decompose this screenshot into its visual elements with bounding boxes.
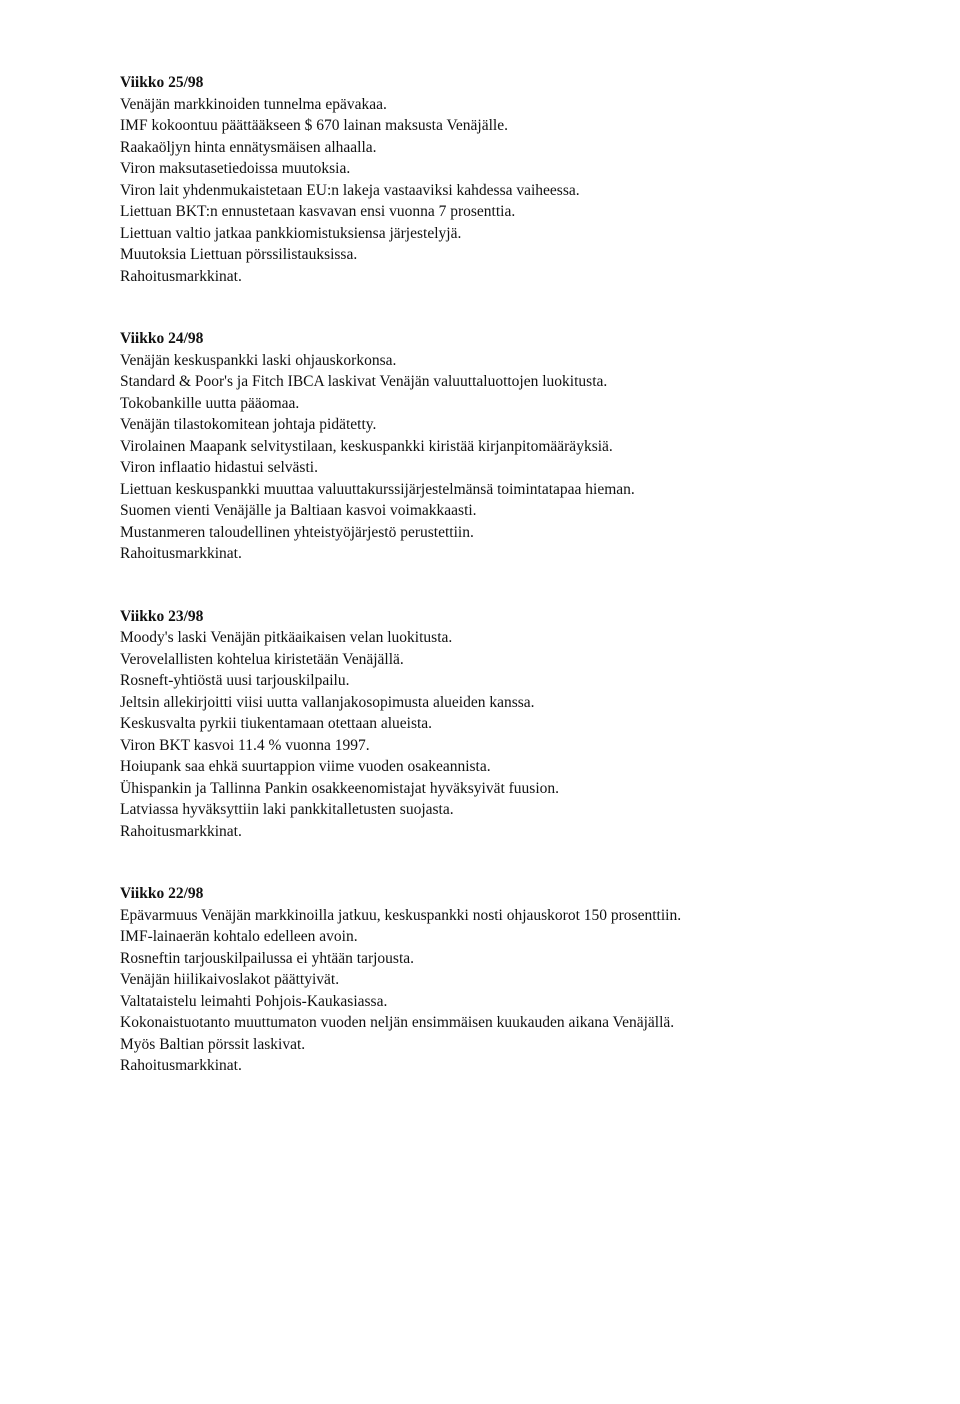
section-week-23 xyxy=(120,606,920,843)
news-item: Rahoitusmarkkinat. xyxy=(120,822,242,840)
news-item: Virolainen Maapank selvitystilaan, keskuspankki kiristää kirjanpitomääräyksiä. xyxy=(120,437,613,455)
news-item: Venäjän markkinoiden tunnelma epävakaa. xyxy=(120,95,387,113)
news-item: Mustanmeren taloudellinen yhteistyöjärjestö perustettiin. xyxy=(120,523,474,541)
news-item: Viron BKT kasvoi 11.4 % vuonna 1997. xyxy=(120,736,370,754)
news-item: Moody's laski Venäjän pitkäaikaisen velan luokitusta. xyxy=(120,629,453,646)
section-title: Viikko 23/98 xyxy=(120,607,204,625)
news-item: Kokonaistuotanto muuttumaton vuoden neljän ensimmäisen kuukauden aikana Venäjällä. xyxy=(120,1014,675,1031)
section-title: Viikko 24/98 xyxy=(120,330,204,347)
news-item: Venäjän hiilikaivoslakot päättyivät. xyxy=(120,971,340,988)
news-item: Liettuan BKT:n ennustetaan kasvavan ensi vuonna 7 prosenttia. xyxy=(120,203,516,220)
news-list xyxy=(120,905,920,1077)
news-item: Tokobankille uutta pääomaa. xyxy=(120,394,300,412)
news-item: Rosneft-yhtiöstä uusi tarjouskilpailu. xyxy=(120,672,350,689)
news-list xyxy=(120,350,920,565)
news-item: IMF-lainaerän kohtalo edelleen avoin. xyxy=(120,928,358,945)
news-item: Viron maksutasetiedoissa muutoksia. xyxy=(120,160,351,177)
news-item: Liettuan valtio jatkaa pankkiomistuksiensa järjestelyjä. xyxy=(120,224,462,242)
news-item: Raakaöljyn hinta ennätysmäisen alhaalla. xyxy=(120,138,377,156)
news-item: IMF kokoontuu päättääkseen $ 670 lainan maksusta Venäjälle. xyxy=(120,117,508,134)
news-list xyxy=(120,94,920,288)
news-item: Rosneftin tarjouskilpailussa ei yhtään tarjousta. xyxy=(120,949,415,967)
news-item: Rahoitusmarkkinat. xyxy=(120,1057,242,1074)
news-item: Liettuan keskuspankki muuttaa valuuttakurssijärjestelmänsä toimintatapaa hieman. xyxy=(120,480,635,498)
section-title: Viikko 25/98 xyxy=(120,74,204,91)
news-item: Venäjän keskuspankki laski ohjauskorkonsa. xyxy=(120,351,397,369)
news-item: Viron inflaatio hidastui selvästi. xyxy=(120,459,318,476)
section-week-25 xyxy=(120,72,920,287)
news-item: Keskusvalta pyrkii tiukentamaan otettaan alueista. xyxy=(120,715,433,732)
news-item: Rahoitusmarkkinat. xyxy=(120,267,242,285)
news-list xyxy=(120,627,920,842)
news-item: Epävarmuus Venäjän markkinoilla jatkuu, keskuspankki nosti ohjauskorot 150 prosenttiin. xyxy=(120,906,682,924)
news-item: Ühispankin ja Tallinna Pankin osakkeenomistajat hyväksyivät fuusion. xyxy=(120,779,560,797)
news-item: Rahoitusmarkkinat. xyxy=(120,545,242,562)
news-item: Latviassa hyväksyttiin laki pankkitalletusten suojasta. xyxy=(120,801,454,818)
news-item: Verovelallisten kohtelua kiristetään Venäjällä. xyxy=(120,650,404,668)
news-item: Jeltsin allekirjoitti viisi uutta vallanjakosopimusta alueiden kanssa. xyxy=(120,693,535,711)
section-week-24 xyxy=(120,328,920,565)
news-item: Valtataistelu leimahti Pohjois-Kaukasiassa. xyxy=(120,992,388,1010)
document-content xyxy=(120,72,920,1118)
news-item: Muutoksia Liettuan pörssilistauksissa. xyxy=(120,246,358,263)
news-item: Suomen vienti Venäjälle ja Baltiaan kasvoi voimakkaasti. xyxy=(120,502,477,519)
news-item: Standard & Poor's ja Fitch IBCA laskivat Venäjän valuuttaluottojen luokitusta. xyxy=(120,373,608,390)
section-title: Viikko 22/98 xyxy=(120,885,204,902)
news-item: Myös Baltian pörssit laskivat. xyxy=(120,1035,306,1053)
news-item: Viron lait yhdenmukaistetaan EU:n lakeja vastaaviksi kahdessa vaiheessa. xyxy=(120,181,580,199)
news-item: Hoiupank saa ehkä suurtappion viime vuoden osakeannista. xyxy=(120,758,491,775)
section-week-22 xyxy=(120,883,920,1077)
news-item: Venäjän tilastokomitean johtaja pidätetty. xyxy=(120,416,377,433)
